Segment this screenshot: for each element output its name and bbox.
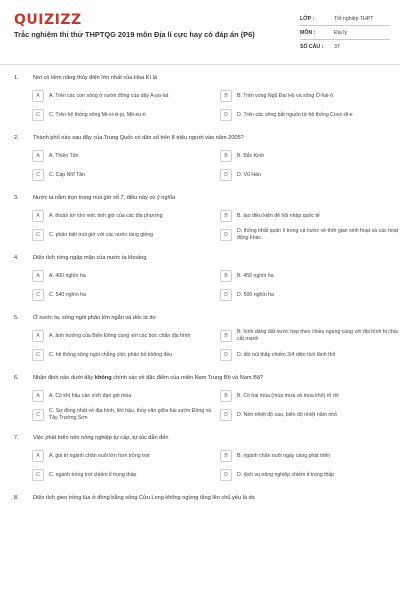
option-letter-box: C	[32, 349, 44, 361]
option-d[interactable]	[220, 408, 400, 422]
option-letter-box: D	[220, 169, 232, 181]
question-text-part: chính xác về đặc điểm của miền Nam Trung Bộ và Nam Bộ?	[111, 375, 264, 381]
quizizz-logo: QUIZIZZ	[14, 12, 82, 28]
option-text: A. ảnh hưởng của Biển Đông cùng với các bức chắn địa hình	[49, 332, 191, 339]
option-text: A. Có khí hậu cận xích đạo gió mùa	[49, 392, 132, 399]
meta-label: SỐ CÂU :	[300, 44, 324, 50]
question-2	[0, 134, 400, 182]
option-d[interactable]	[220, 468, 400, 482]
option-letter-box: B	[220, 330, 232, 342]
option-c[interactable]	[32, 108, 212, 122]
option-text: B. Có hai mùa (mùa mưa và mùa khô) rõ rệt	[237, 392, 339, 399]
question-text	[33, 374, 400, 383]
option-letter-box: A	[32, 150, 44, 162]
option-letter-box: D	[220, 409, 232, 421]
option-c[interactable]	[32, 288, 212, 302]
question-text: Nơi có tiềm năng thủy điện lớn nhất của Hoa Kì là	[33, 75, 157, 81]
option-letter-box: B	[220, 390, 232, 402]
question-text: Thành phố nào sau đây của Trung Quốc có dân số trên 8 triệu người vào năm 2005?	[33, 135, 244, 141]
option-text: D. Trên các sông bắt nguồn từ hệ thống Cooc-đi-e	[237, 111, 353, 118]
option-text: D. dịch vụ nông nghiệp chiếm tỉ trọng thấp	[237, 471, 335, 478]
option-c[interactable]	[32, 468, 212, 482]
option-d[interactable]	[220, 228, 400, 242]
meta-row-subject	[300, 26, 390, 40]
option-a[interactable]	[32, 329, 212, 343]
option-b[interactable]	[220, 209, 400, 223]
option-text: B. Bắc Kinh	[237, 152, 265, 159]
option-a[interactable]	[32, 149, 212, 163]
option-letter-box: B	[220, 450, 232, 462]
page-title: Trắc nghiệm thi thử THPTQG 2019 môn Địa lí cực hay có đáp án (P6)	[14, 30, 255, 39]
header-divider	[0, 64, 400, 65]
option-text: C. hệ thống sông ngòi chằng chịt, phân bố không đều	[49, 351, 173, 358]
option-c[interactable]	[32, 408, 212, 422]
option-letter-box: C	[32, 289, 44, 301]
header	[0, 0, 400, 62]
meta-table	[300, 12, 390, 54]
option-letter-box: C	[32, 469, 44, 481]
option-a[interactable]	[32, 89, 212, 103]
option-d[interactable]	[220, 288, 400, 302]
option-letter-box: A	[32, 450, 44, 462]
option-text: B. 450 nghìn ha	[237, 272, 274, 279]
option-letter-box: B	[220, 150, 232, 162]
option-letter-box: D	[220, 349, 232, 361]
option-letter-box: A	[32, 90, 44, 102]
question-7	[0, 434, 400, 482]
option-a[interactable]	[32, 449, 212, 463]
option-a[interactable]	[32, 269, 212, 283]
option-letter-box: C	[32, 229, 44, 241]
option-text: D. thống nhất quản lí trong cả nước về thời gian sinh hoạt và các hoạt động khác	[237, 228, 399, 241]
question-text: Ở nước ta, sông ngòi phân lớn ngắn và dốc là do	[33, 315, 156, 321]
question-list	[0, 74, 400, 503]
option-text: A. Thiên Tân	[49, 152, 79, 159]
meta-label: LỚP :	[300, 15, 315, 22]
option-text: A. 400 nghìn ha	[49, 272, 86, 279]
meta-row-class	[300, 12, 390, 26]
option-text: B. hình dáng đất nước hẹp theo chiều ngang cùng với địa hình bị chia cắt mạnh	[237, 329, 398, 342]
question-text-part: Nhận định nào dưới đây	[33, 375, 95, 381]
option-letter-box: D	[220, 469, 232, 481]
question-number: 5.	[14, 315, 19, 321]
meta-value: Tốt nghiệp THPT	[334, 15, 374, 22]
option-text: B. Trên vùng Ngũ Đại Hồ và sông Ô-hai-ô	[237, 92, 334, 99]
option-b[interactable]	[220, 449, 400, 463]
option-letter-box: D	[220, 109, 232, 121]
option-text: C. Trên hệ thống sông Mi-xi-xi-pi, Mit-xu-ri	[49, 111, 146, 118]
option-text: A. thuận lợi cho việc tính giờ của các địa phương	[49, 212, 163, 219]
meta-value: 37	[334, 44, 340, 50]
option-letter-box: A	[32, 210, 44, 222]
question-number: 2.	[14, 135, 19, 141]
question-number: 6.	[14, 375, 19, 381]
meta-label: MÔN :	[300, 29, 316, 36]
question-text: Việc phát triển nền nông nghiệp tự cấp, tự túc dẫn đến	[33, 435, 169, 441]
option-a[interactable]	[32, 209, 212, 223]
option-b[interactable]	[220, 389, 400, 403]
option-text: A. Trên các con sông ở sườn đông của dãy A-pa-lat	[49, 92, 169, 99]
question-text: Diện tích gieo trồng lúa ở đồng bằng sông Cửu Long không ngừng tăng lên chủ yếu là do	[33, 495, 255, 501]
option-letter-box: A	[32, 330, 44, 342]
question-text: Diện tích rừng ngập mặn của nước ta khoảng	[33, 255, 147, 261]
question-5	[0, 314, 400, 362]
question-8	[0, 494, 400, 503]
option-text: B. tạo điều kiện để hội nhập quốc tế	[237, 212, 320, 219]
question-6	[0, 374, 400, 422]
option-letter-box: A	[32, 390, 44, 402]
question-number: 8.	[14, 495, 19, 501]
option-letter-box: C	[32, 109, 44, 121]
question-text-emphasis: không	[94, 375, 112, 381]
option-letter-box: D	[220, 289, 232, 301]
option-letter-box: B	[220, 270, 232, 282]
option-c[interactable]	[32, 228, 212, 242]
option-letter-box: A	[32, 270, 44, 282]
option-letter-box: C	[32, 169, 44, 181]
option-letter-box: C	[32, 409, 44, 421]
option-d[interactable]	[220, 108, 400, 122]
option-c[interactable]	[32, 348, 212, 362]
option-d[interactable]	[220, 348, 400, 362]
question-4	[0, 254, 400, 302]
meta-row-count	[300, 40, 390, 54]
option-b[interactable]	[220, 89, 400, 103]
option-text: D. đồi núi thấp chiếm 3/4 diện tích lãnh thổ	[237, 351, 336, 358]
option-text: C. phân biệt múi giờ với các nước láng giềng	[49, 231, 153, 238]
question-number: 1.	[14, 75, 19, 81]
option-b[interactable]	[220, 329, 400, 343]
question-3	[0, 194, 400, 242]
option-text: D. 500 nghìn ha	[237, 291, 274, 298]
option-c[interactable]	[32, 168, 212, 182]
option-letter-box: B	[220, 90, 232, 102]
option-d[interactable]	[220, 168, 400, 182]
question-number: 7.	[14, 435, 19, 441]
meta-value: Địa lý	[334, 29, 347, 36]
question-number: 3.	[14, 195, 19, 201]
option-b[interactable]	[220, 149, 400, 163]
option-text: C. 540 nghìn ha	[49, 291, 86, 298]
option-text: D. Vũ Hán	[237, 171, 261, 178]
option-letter-box: B	[220, 210, 232, 222]
option-text: C. Cáp Nhĩ Tân	[49, 171, 85, 178]
question-number: 4.	[14, 255, 19, 261]
option-text: B. ngành chăn nuôi ngày càng phát triển	[237, 452, 331, 459]
option-letter-box: D	[220, 229, 232, 241]
option-a[interactable]	[32, 389, 212, 403]
question-text: Nước ta nằm trọn trong múi giờ số 7, điều này có ý nghĩa	[33, 195, 176, 201]
option-text: C. ngành trồng trọt chiếm tỉ trọng thấp	[49, 471, 137, 478]
option-b[interactable]	[220, 269, 400, 283]
option-text: C. Sự đồng nhất về địa hình, khí hậu, thủy văn giữa hai sườn Đông và Tây Trường Sơn	[49, 408, 212, 421]
option-text: D. Nền nhiệt độ cao, biên độ nhiệt năm nhỏ	[237, 411, 338, 418]
option-text: A. giá trị ngành chăn nuôi lớn hơn trồng trọt	[49, 452, 150, 459]
question-1	[0, 74, 400, 122]
